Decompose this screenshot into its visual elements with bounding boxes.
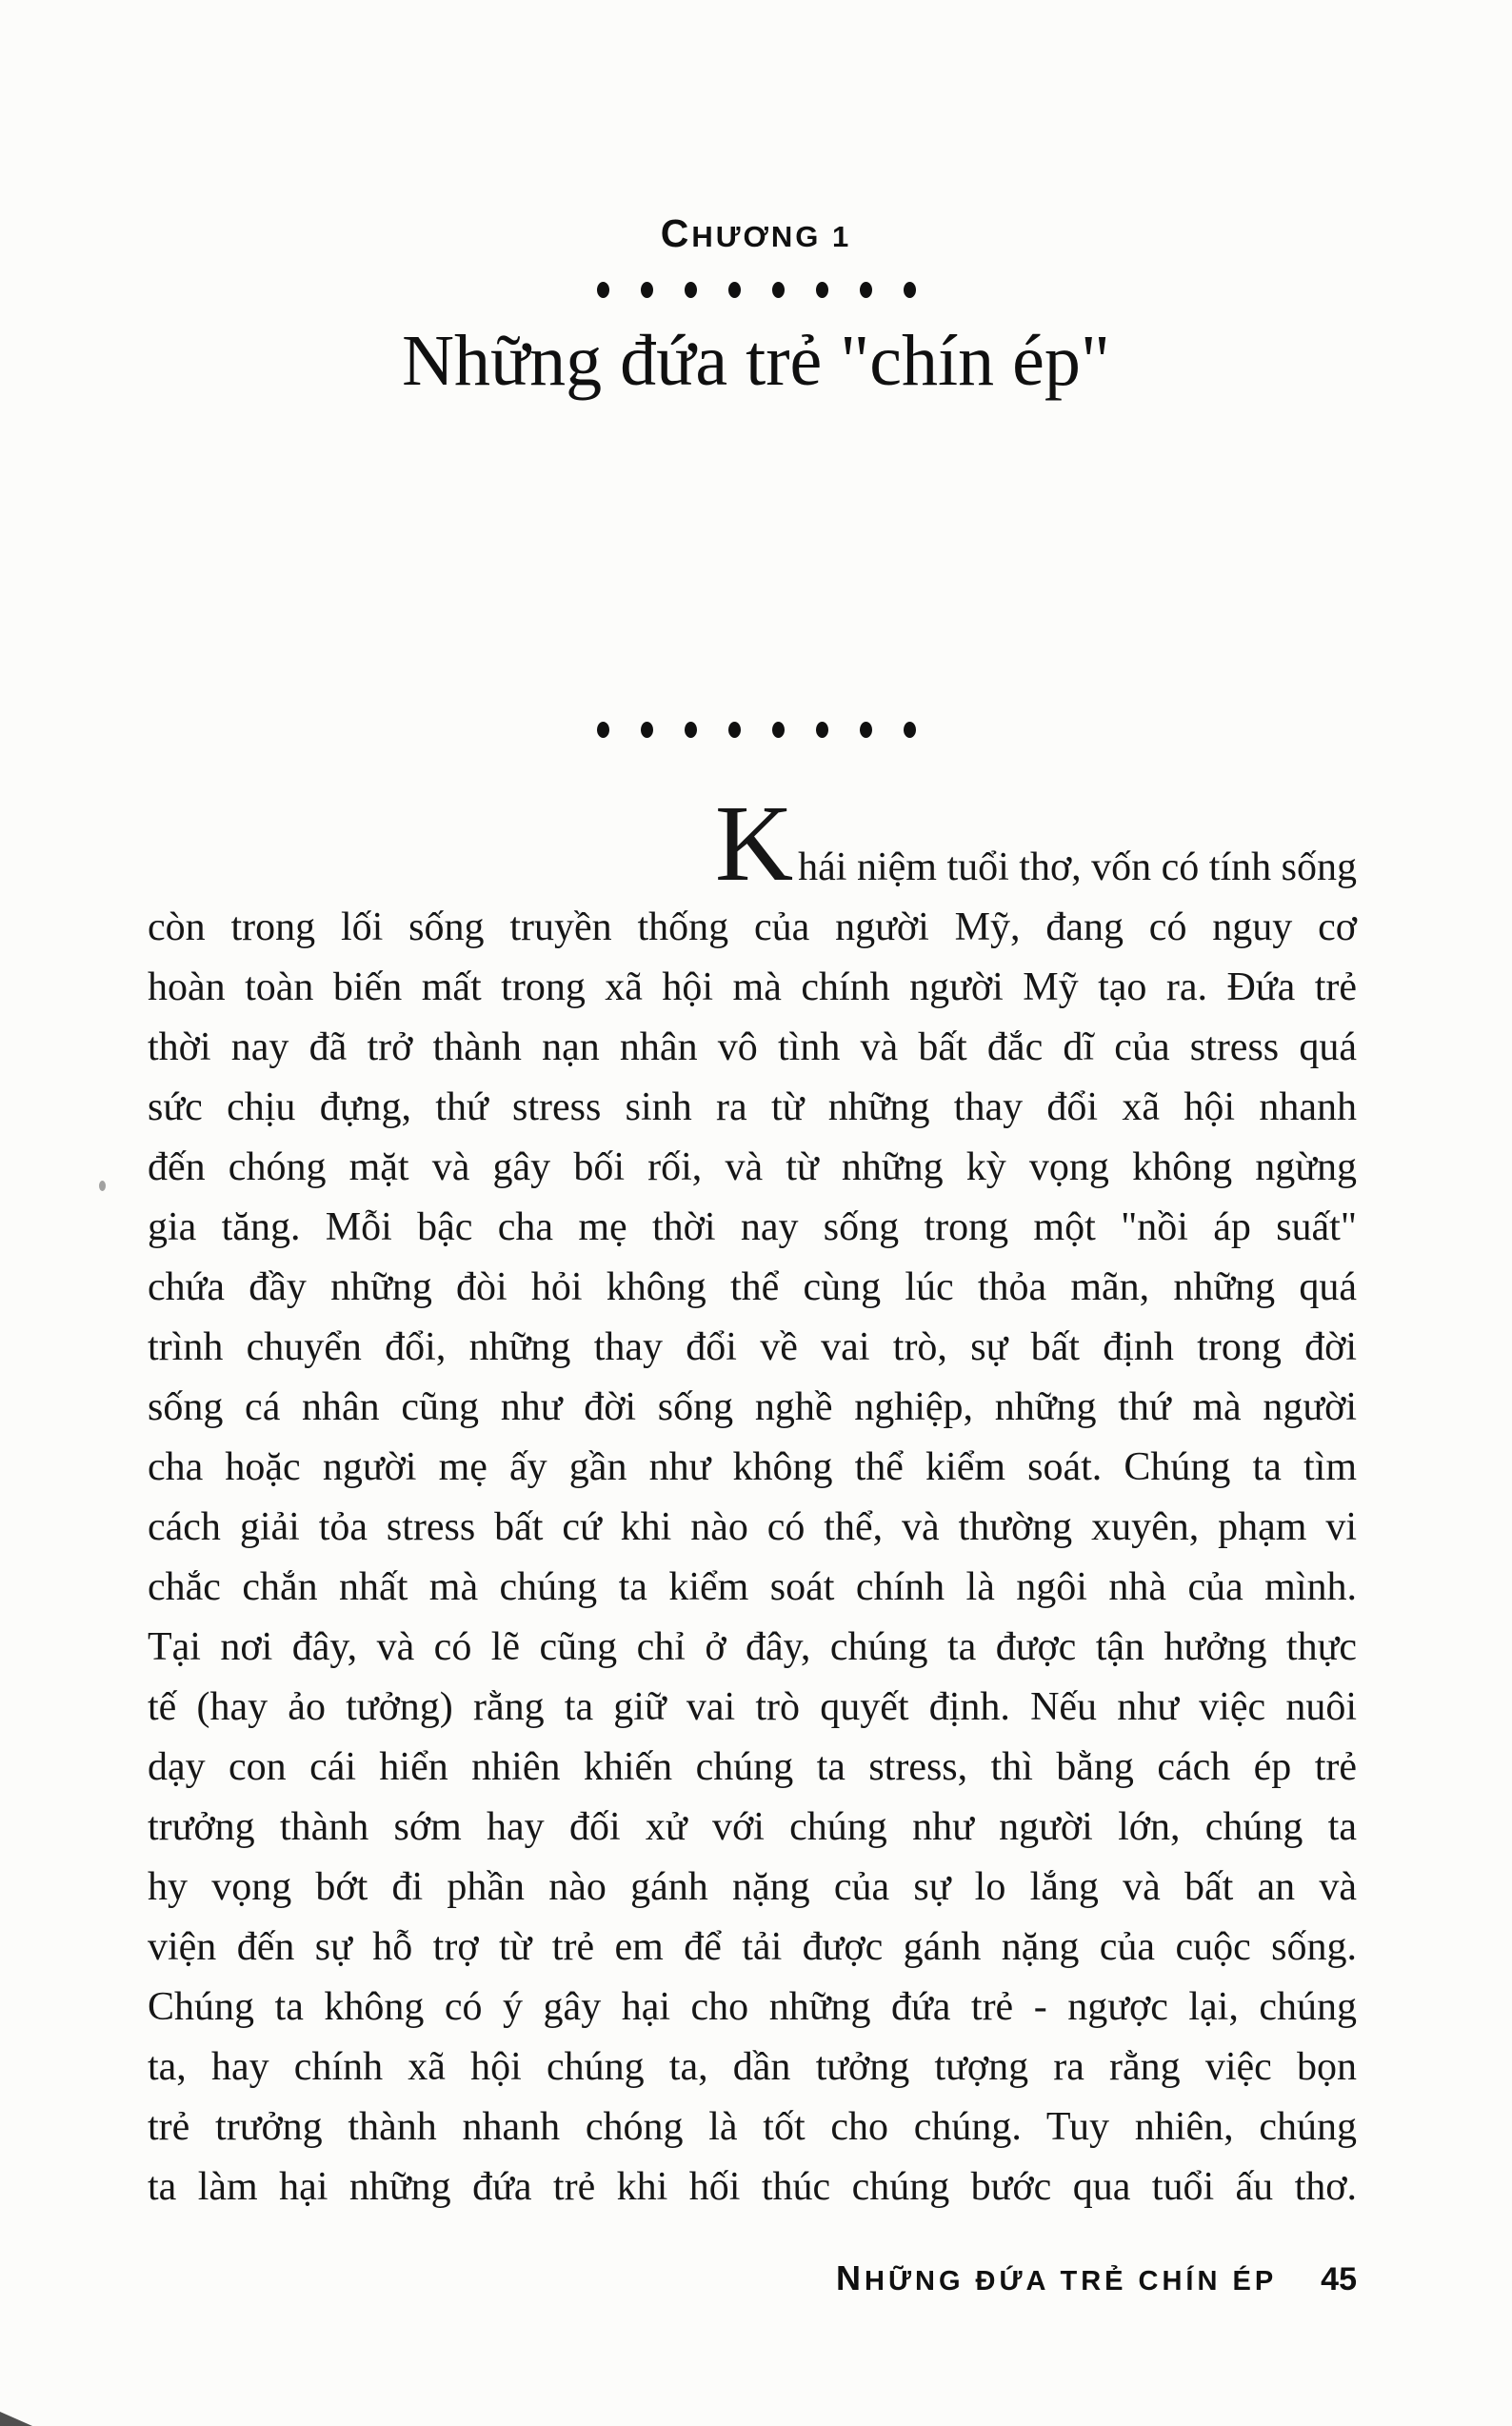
body-line: trẻ trưởng thành nhanh chóng là tốt cho chúng. Tuy nhiên, chúng (148, 2105, 1357, 2149)
dot-icon (685, 282, 697, 298)
body-line: Chúng ta không có ý gây hại cho những đứa trẻ - ngược lại, chúng (148, 1985, 1357, 2029)
dot-icon (728, 282, 741, 298)
body-line: trưởng thành sớm hay đối xử với chúng như người lớn, chúng ta (148, 1805, 1357, 1849)
body-line: Tại nơi đây, và có lẽ cũng chỉ ở đây, chúng ta được tận hưởng thực (148, 1625, 1357, 1669)
body-line: cách giải tỏa stress bất cứ khi nào có thể, và thường xuyên, phạm vi (148, 1505, 1357, 1549)
body-line: ta làm hại những đứa trẻ khi hối thúc chúng bước qua tuổi ấu thơ. (148, 2165, 1357, 2209)
scan-artifact-corner (0, 2412, 32, 2426)
body-line: tế (hay ảo tưởng) rằng ta giữ vai trò quyết định. Nếu như việc nuôi (148, 1685, 1357, 1729)
dot-icon (904, 282, 916, 298)
body-line: sống cá nhân cũng như đời sống nghề nghiệp, những thứ mà người (148, 1385, 1357, 1429)
dot-icon (728, 722, 741, 738)
chapter-title: Những đứa trẻ "chín ép" (402, 321, 1110, 401)
dot-icon (597, 282, 609, 298)
body-line: dạy con cái hiển nhiên khiến chúng ta stress, thì bằng cách ép trẻ (148, 1745, 1357, 1789)
body-line: đến chóng mặt và gây bối rối, và từ những kỳ vọng không ngừng (148, 1145, 1357, 1189)
dot-icon (816, 282, 828, 298)
dot-icon (904, 722, 916, 738)
footer-running-title: NHỮNG ĐỨA TRẺ CHÍN ÉP (836, 2258, 1278, 2297)
dot-icon (772, 282, 785, 298)
drop-cap: K (714, 783, 794, 904)
ornament-dots-top (0, 282, 1512, 298)
dot-icon (641, 282, 653, 298)
page-number: 45 (1321, 2261, 1357, 2297)
dot-icon (860, 282, 872, 298)
body-line: viện đến sự hỗ trợ từ trẻ em để tải được gánh nặng của cuộc sống. (148, 1925, 1357, 1969)
ornament-dots-body (0, 722, 1512, 738)
body-paragraph (148, 783, 1357, 2217)
body-line: chứa đầy những đòi hỏi không thể cùng lúc thỏa mãn, những quá (148, 1265, 1357, 1309)
body-opening-line (148, 783, 1357, 904)
body-line: thời nay đã trở thành nạn nhân vô tình và bất đắc dĩ của stress quá (148, 1025, 1357, 1069)
running-footer (836, 2258, 1357, 2298)
chapter-heading: CHƯƠNG 1 (660, 211, 852, 255)
dot-icon (597, 722, 609, 738)
body-line: cha hoặc người mẹ ấy gần như không thể kiểm soát. Chúng ta tìm (148, 1445, 1357, 1489)
dot-icon (816, 722, 828, 738)
body-line: ta, hay chính xã hội chúng ta, dần tưởng tượng ra rằng việc bọn (148, 2045, 1357, 2089)
body-line: còn trong lối sống truyền thống của người Mỹ, đang có nguy cơ (148, 905, 1357, 949)
dot-icon (641, 722, 653, 738)
body-line: hoàn toàn biến mất trong xã hội mà chính người Mỹ tạo ra. Đứa trẻ (148, 965, 1357, 1009)
scan-speck (99, 1181, 106, 1191)
body-line: chắc chắn nhất mà chúng ta kiểm soát chính là ngôi nhà của mình. (148, 1565, 1357, 1609)
body-line: hy vọng bớt đi phần nào gánh nặng của sự lo lắng và bất an và (148, 1865, 1357, 1909)
dot-icon (685, 722, 697, 738)
opening-line-text: hái niệm tuổi thơ, vốn có tính sống (798, 845, 1357, 889)
body-line: trình chuyển đổi, những thay đổi về vai trò, sự bất định trong đời (148, 1325, 1357, 1369)
body-line: sức chịu đựng, thứ stress sinh ra từ những thay đổi xã hội nhanh (148, 1085, 1357, 1129)
dot-icon (772, 722, 785, 738)
body-line: gia tăng. Mỗi bậc cha mẹ thời nay sống trong một "nồi áp suất" (148, 1205, 1357, 1249)
dot-icon (860, 722, 872, 738)
